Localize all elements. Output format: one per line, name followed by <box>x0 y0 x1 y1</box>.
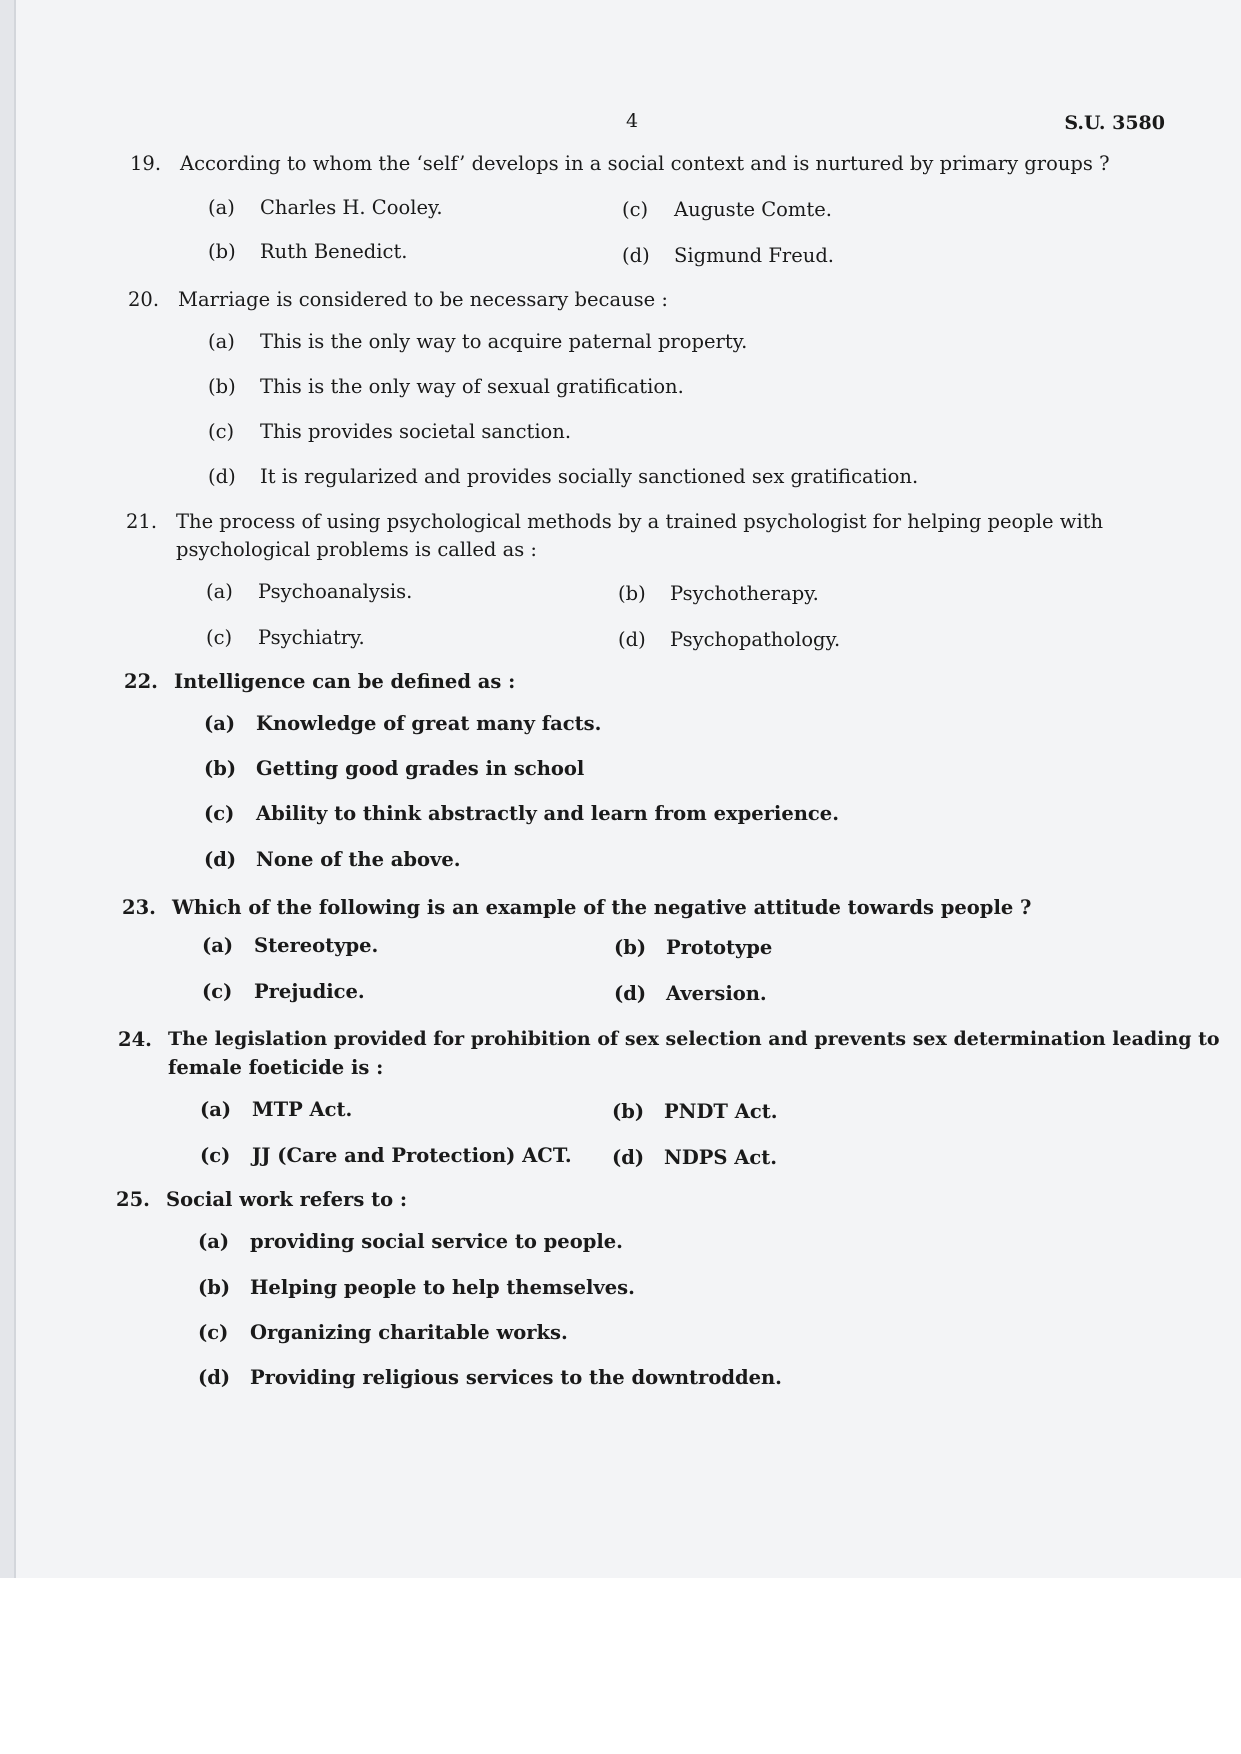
option-label: (b) <box>618 582 646 605</box>
option-text: It is regularized and provides socially sanctioned sex gratification. <box>260 465 919 488</box>
option-label: (a) <box>204 712 236 735</box>
question-text: Marriage is considered to be necessary because : <box>178 288 668 311</box>
option-text: Psychopathology. <box>670 628 841 651</box>
option-label: (d) <box>622 244 650 267</box>
question-text: Social work refers to : <box>166 1188 408 1211</box>
option-text: NDPS Act. <box>664 1146 778 1169</box>
option-label: (d) <box>208 465 236 488</box>
option-text: providing social service to people. <box>250 1230 623 1253</box>
question-number: 22. <box>124 670 158 693</box>
option-label: (a) <box>208 196 235 219</box>
option-label: (b) <box>204 757 237 780</box>
option-label: (d) <box>614 982 647 1005</box>
question-text-line2: psychological problems is called as : <box>176 538 537 561</box>
option-text: Psychotherapy. <box>670 582 819 605</box>
question-text-line1: The legislation provided for prohibition of sex selection and prevents sex determination leading to <box>168 1028 1220 1050</box>
option-label: (a) <box>208 330 235 353</box>
option-text: JJ (Care and Protection) ACT. <box>252 1144 572 1167</box>
question-number: 21. <box>126 510 158 533</box>
option-label: (c) <box>202 980 233 1003</box>
option-label: (a) <box>206 580 233 603</box>
option-label: (b) <box>614 936 647 959</box>
question-text: Intelligence can be defined as : <box>174 670 516 693</box>
option-text: Psychiatry. <box>258 626 365 649</box>
option-label: (c) <box>208 420 235 443</box>
option-text: Stereotype. <box>254 934 379 957</box>
question-number: 24. <box>118 1028 152 1051</box>
question-text-line1: The process of using psychological methods by a trained psychologist for helping people with <box>176 510 1104 533</box>
option-label: (d) <box>618 628 646 651</box>
option-label: (b) <box>208 240 236 263</box>
question-text-line2: female foeticide is : <box>168 1056 384 1079</box>
option-text: Aversion. <box>666 982 767 1005</box>
option-text: None of the above. <box>256 848 461 871</box>
option-label: (a) <box>200 1098 232 1121</box>
option-text: Ruth Benedict. <box>260 240 408 263</box>
option-text: Getting good grades in school <box>256 757 585 780</box>
option-label: (c) <box>200 1144 231 1167</box>
option-label: (a) <box>202 934 234 957</box>
option-text: Sigmund Freud. <box>674 244 834 267</box>
question-number: 19. <box>130 152 162 175</box>
paper-code: S.U. 3580 <box>1064 112 1165 134</box>
option-label: (b) <box>612 1100 645 1123</box>
option-label: (b) <box>198 1276 231 1299</box>
option-text: Ability to think abstractly and learn from experience. <box>256 802 839 825</box>
option-text: Knowledge of great many facts. <box>256 712 602 735</box>
option-label: (b) <box>208 375 236 398</box>
option-text: Helping people to help themselves. <box>250 1276 635 1299</box>
question-number: 23. <box>122 896 156 919</box>
option-text: This is the only way to acquire paternal property. <box>260 330 748 353</box>
page-number: 4 <box>626 110 639 132</box>
option-text: Organizing charitable works. <box>250 1321 568 1344</box>
question-text: According to whom the ‘self’ develops in a social context and is nurtured by primary groups ? <box>180 152 1110 175</box>
option-label: (c) <box>206 626 233 649</box>
option-text: Charles H. Cooley. <box>260 196 443 219</box>
option-text: Prejudice. <box>254 980 365 1003</box>
option-text: PNDT Act. <box>664 1100 778 1123</box>
question-number: 20. <box>128 288 160 311</box>
option-text: Providing religious services to the downtrodden. <box>250 1366 782 1389</box>
option-text: This provides societal sanction. <box>260 420 572 443</box>
option-label: (c) <box>622 198 649 221</box>
question-number: 25. <box>116 1188 150 1211</box>
option-text: Psychoanalysis. <box>258 580 413 603</box>
option-text: MTP Act. <box>252 1098 353 1121</box>
page-spine <box>14 0 16 1578</box>
option-text: Auguste Comte. <box>674 198 832 221</box>
option-label: (d) <box>198 1366 231 1389</box>
question-text: Which of the following is an example of the negative attitude towards people ? <box>172 896 1032 919</box>
option-text: Prototype <box>666 936 773 959</box>
option-label: (d) <box>612 1146 645 1169</box>
option-label: (c) <box>204 802 235 825</box>
option-text: This is the only way of sexual gratification. <box>260 375 684 398</box>
option-label: (c) <box>198 1321 229 1344</box>
option-label: (d) <box>204 848 237 871</box>
option-label: (a) <box>198 1230 230 1253</box>
